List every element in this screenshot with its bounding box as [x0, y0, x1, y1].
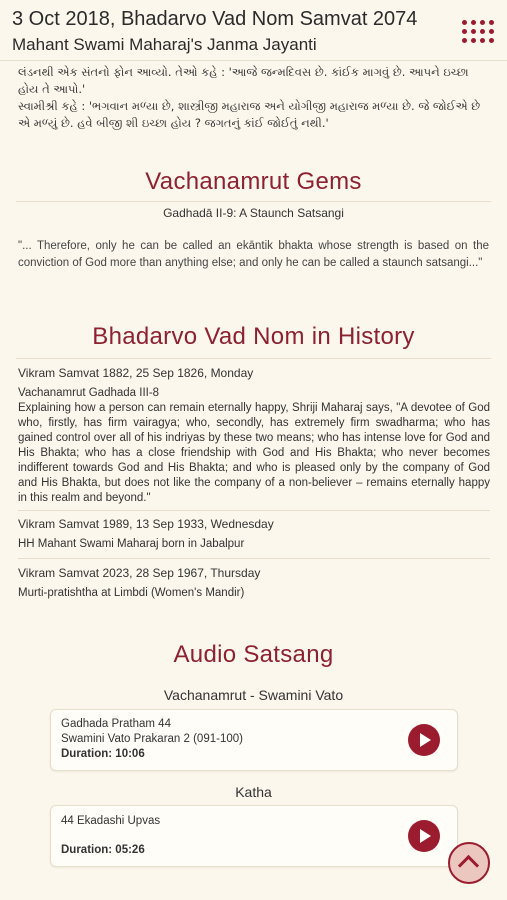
audio-track-card[interactable]	[50, 709, 458, 771]
app-header	[0, 0, 507, 61]
intro-paragraph: સ્વામીશ્રી કહે : 'ભગવાન મળ્યા છે, શાસ્ત્રીજી મહારાજ અને યોગીજી મહારાજ મળ્યા છે. જે જોઈએ છે એ મળ્યું છે. હવે બીજી શી ઇચ્છા હોય ? જગતનું કાંઈ જોઈતું નથી.'	[18, 99, 481, 130]
track-duration: Duration: 10:06	[61, 748, 145, 760]
history-item	[18, 366, 490, 506]
divider	[16, 201, 491, 202]
audio-group-title: Vachanamrut - Swamini Vato	[163, 687, 344, 703]
grid-dots-icon[interactable]	[460, 18, 496, 46]
gem-quote: "... Therefore, only he can be called an ekāntik bhakta whose strength is based on the conviction of God more than anything else; and only he can be called a staunch satsangi..."	[18, 240, 489, 269]
track-title: 44 Ekadashi Upvas	[61, 815, 161, 827]
audio-section-title: Audio Satsang	[173, 641, 334, 668]
date-title: 3 Oct 2018, Bhadarvo Vad Nom Samvat 2074	[12, 8, 418, 30]
history-section-title: Bhadarvo Vad Nom in History	[92, 323, 415, 350]
intro-text	[18, 64, 490, 132]
play-icon[interactable]	[408, 820, 440, 852]
history-reference[interactable]: Vachanamrut Gadhada III-8	[18, 387, 160, 399]
gem-reference[interactable]: Gadhadā II-9: A Staunch Satsangi	[163, 206, 344, 220]
history-text: HH Mahant Swami Maharaj born in Jabalpur	[18, 538, 245, 550]
audio-group-title: Katha	[235, 784, 272, 800]
divider	[16, 358, 491, 359]
track-duration: Duration: 05:26	[61, 844, 145, 856]
track-title: Gadhada Pratham 44	[61, 718, 171, 730]
occasion-subtitle: Mahant Swami Maharaj's Janma Jayanti	[12, 35, 317, 54]
history-date: Vikram Samvat 2023, 28 Sep 1967, Thursday	[18, 566, 261, 580]
track-subtitle: Swamini Vato Prakaran 2 (091-100)	[61, 733, 243, 745]
play-icon[interactable]	[408, 724, 440, 756]
history-text: Murti-pratishtha at Limbdi (Women's Mandir)	[18, 587, 245, 599]
intro-paragraph: લંડનથી એક સંતનો ફોન આવ્યો. તેઓ કહે : 'આજે જન્મદિવસ છે. કાંઈક માગવું છે. આપને ઇચ્છા હોય તે આપો.'	[18, 65, 469, 96]
chevron-up-icon[interactable]	[448, 842, 490, 884]
audio-track-card[interactable]	[50, 805, 458, 867]
divider	[18, 510, 490, 511]
history-item	[18, 566, 490, 601]
history-item	[18, 517, 490, 552]
gems-section-title: Vachanamrut Gems	[145, 168, 362, 195]
history-date: Vikram Samvat 1989, 13 Sep 1933, Wednesday	[18, 517, 274, 531]
history-date: Vikram Samvat 1882, 25 Sep 1826, Monday	[18, 366, 254, 380]
history-text: Explaining how a person can remain eternally happy, Shriji Maharaj says, "A devotee of God who, firstly, has firm vairagya; who, secondly, has extremely firm swadharma; who has gained control over all of his indriyas by these two means; who has intense love for God and His Bhakta; who has a close friendship with God and His Bhakta; who never becomes indifferent towards God and His Bhakta; and who is pleased only by the company of God and His Bhakta, but does not like the company of a non-believer – remains eternally happy in this realm and beyond."	[18, 402, 490, 504]
divider	[18, 558, 490, 559]
